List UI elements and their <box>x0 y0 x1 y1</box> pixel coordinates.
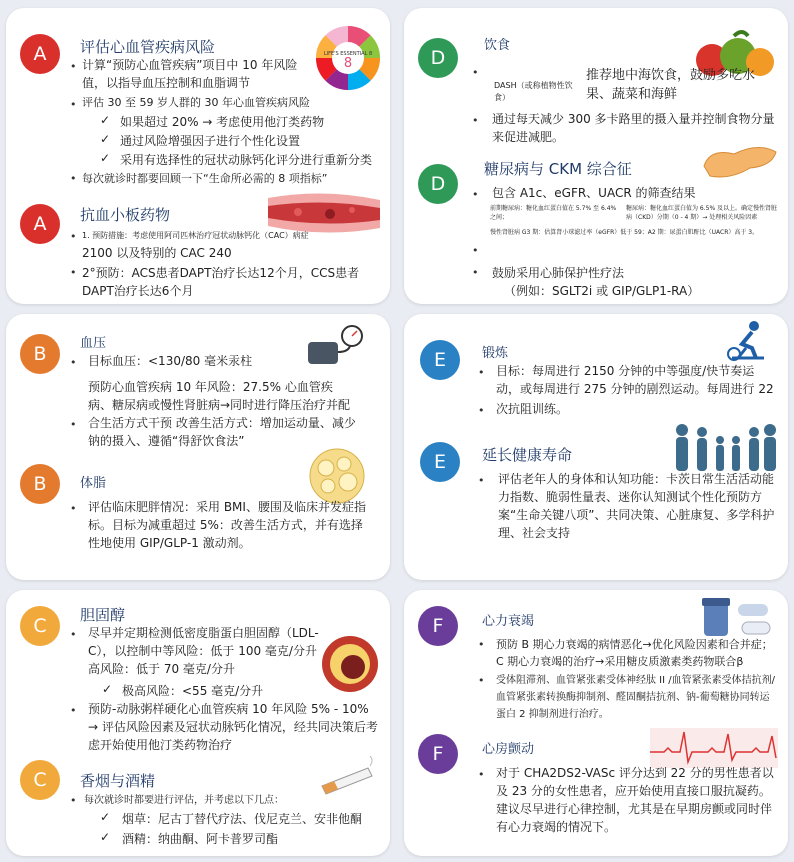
heart-failure-bullet-1: 预防 B 期心力衰竭的病情恶化→优化风险因素和合并症；C 期心力衰竭的治疗→采用糖皮质激素类药物联合β <box>496 638 773 668</box>
pancreas-icon <box>700 136 780 186</box>
diabetes-subtext-1b: 糖尿病：糖化血红蛋白值为 6.5% 及以上。确定慢性肾脏病（CKD）分期（0 - 4 期）→ 处理相关风险因素 <box>626 205 778 221</box>
title-body-fat: 体脂 <box>80 476 107 491</box>
bullet-icon: • <box>478 474 485 487</box>
title-heart-failure: 心力衰竭 <box>482 614 535 629</box>
badge-f-afib: F <box>418 734 458 774</box>
title-risk-assessment: 评估心血管疾病风险 <box>80 38 216 56</box>
risk-check-2: 通过风险增强因子进行个性化设置 <box>120 134 301 148</box>
title-diet: 饮食 <box>484 38 511 53</box>
bullet-icon: • <box>472 114 479 127</box>
badge-d-diabetes: D <box>418 164 458 204</box>
diet-bullet-1-big: 推荐地中海饮食，鼓励多吃水果、蔬菜和海鲜 <box>586 68 756 102</box>
bullet-icon: • <box>478 674 485 687</box>
bullet-icon: • <box>70 502 77 515</box>
card-e <box>404 314 788 580</box>
bullet-icon: • <box>70 628 77 641</box>
lifes-essential-8-wheel-icon <box>314 24 382 92</box>
risk-bullet-3: 每次就诊时都要回顾一下“生命所必需的 8 项指标” <box>82 172 328 185</box>
badge-e-healthspan: E <box>420 442 460 482</box>
title-healthspan: 延长健康寿命 <box>482 446 573 464</box>
card-b <box>6 314 390 580</box>
svg-text:8: 8 <box>343 56 353 71</box>
checkmark-icon: ✓ <box>100 151 111 165</box>
bullet-icon: • <box>472 188 479 201</box>
bullet-icon: • <box>472 266 479 279</box>
diabetes-bullet-1: 包含 A1c、eGFR、UACR 的筛查结果 <box>492 186 696 200</box>
smoking-bullet-1: 每次就诊时都要进行评估，并考虑以下几点： <box>84 795 284 806</box>
cholesterol-bullet-1: 尽早并定期检测低密度脂蛋白胆固醇（LDL-C），以控制中等风险：低于 100 毫克/分升 高风险：低于 70 毫克/分升 <box>88 626 319 676</box>
bullet-icon: • <box>478 404 485 417</box>
badge-e-exercise: E <box>420 340 460 380</box>
risk-check-1: 如果超过 20% → 考虑使用他汀类药物 <box>120 115 325 129</box>
card-d <box>404 8 788 304</box>
antiplatelet-bullet-2: 2°预防：ACS患者DAPT治疗长达12个月，CCS患者DAPT治疗长达6个月 <box>82 266 360 298</box>
card-c <box>6 590 390 856</box>
smoking-check-2: 酒精：纳曲酮、阿卡普罗司酯 <box>122 832 279 846</box>
risk-check-3: 采用有选择性的冠状动脉钙化评分进行重新分类 <box>120 153 373 167</box>
risk-bullet-2: 评估 30 至 59 岁人群的 30 年心血管疾病风险 <box>82 96 310 109</box>
risk-bullet-1: 计算“预防心血管疾病”项目中 10 年风险值，以指导血压控制和血脂调节 <box>82 58 298 90</box>
fat-cells-icon <box>302 448 372 504</box>
artery-plaque-icon <box>320 634 380 694</box>
title-exercise: 锻炼 <box>482 346 509 361</box>
bullet-icon: • <box>478 638 485 651</box>
antiplatelet-bullet-1-small: 1. 预防措施：考虑使用阿司匹林治疗冠状动脉钙化（CAC）病症 <box>82 231 309 240</box>
bullet-icon: • <box>478 768 485 781</box>
badge-d-diet: D <box>418 38 458 78</box>
diabetes-bullet-2b: （例如：SGLT2i 或 GIP/GLP1-RA） <box>504 284 700 298</box>
title-smoking-alcohol: 香烟与酒精 <box>80 772 156 790</box>
bullet-icon: • <box>70 266 77 279</box>
bullet-icon: • <box>70 172 77 185</box>
checkmark-icon: ✓ <box>100 132 111 146</box>
diabetes-subtext-1a: 前期糖尿病：糖化血红蛋白值在 5.7% 至 6.4% 之间； <box>490 205 617 221</box>
title-diabetes-ckm: 糖尿病与 CKM 综合征 <box>484 160 632 178</box>
diabetes-bullet-2: 鼓励采用心肺保护性疗法 <box>492 266 625 280</box>
bullet-icon: • <box>478 366 485 379</box>
badge-f-heart-failure: F <box>418 606 458 646</box>
badge-c-cholesterol: C <box>20 606 60 646</box>
checkmark-icon: ✓ <box>100 810 111 824</box>
bullet-icon: • <box>70 418 77 431</box>
heart-failure-bullet-2: 受体阻滞剂、血管紧张素受体神经肽 II /血管紧张素受体拮抗剂/血管紧张素转换酶抑制剂、醛固酮拮抗剂、钠-葡萄糖协同转运蛋白 2 抑制剂进行治疗。 <box>496 675 775 720</box>
healthspan-bullet-1: 评估老年人的身体和认知功能：卡茨日常生活活动能力指数、脆弱性量表、迷你认知测试个性化预防方案“生命关键八项”、共同决策、心脏康复、多学科护理、社会支持 <box>498 472 775 540</box>
card-f <box>404 590 788 856</box>
bp-bullet-1: 目标血压：<130/80 毫米汞柱 <box>88 354 253 368</box>
cholesterol-bullet-2: 预防-动脉粥样硬化心血管疾病 10 年风险 5% - 10% → 评估风险因素及冠状动脉钙化情况，经共同决策后考虑开始使用他汀类药物治疗 <box>88 702 378 752</box>
bullet-icon: • <box>70 230 77 243</box>
diet-bullet-1-small: DASH（或称植物性饮食） <box>494 81 573 102</box>
bp-bullet-2: 预防心血管疾病 10 年风险：27.5% 心血管疾病、糖尿病或慢性肾脏病→同时进行降压治疗并配合生活方式干预 改善生活方式：增加运动量、减少钠的摄入、遵循“得舒饮食法” <box>88 380 356 448</box>
bullet-icon: • <box>70 98 77 111</box>
checkmark-icon: ✓ <box>100 830 111 844</box>
pills-icon <box>698 596 776 640</box>
title-blood-pressure: 血压 <box>80 336 107 351</box>
exercise-bullet-1: 目标：每周进行 2150 分钟的中等强度/快节奏运动，或每周进行 275 分钟的剧烈运动。每周进行 22 <box>496 364 774 396</box>
badge-a-risk: A <box>20 34 60 74</box>
badge-b-bodyfat: B <box>20 464 60 504</box>
badge-c-smoking: C <box>20 760 60 800</box>
badge-a-antiplatelet: A <box>20 204 60 244</box>
cycling-icon <box>722 320 772 364</box>
bullet-icon: • <box>70 60 77 73</box>
card-a <box>6 8 390 304</box>
bullet-icon: • <box>472 244 479 257</box>
checkmark-icon: ✓ <box>100 113 111 127</box>
diabetes-subtext-2: 慢性肾脏病 G3 期：估算肾小球滤过率（eGFR）低于 59；A2 期：尿蛋白肌酐比（UACR）高于 3。 <box>490 229 759 236</box>
bullet-icon: • <box>70 704 77 717</box>
antiplatelet-bullet-1-big: 2100 以及特别的 CAC 240 <box>82 246 232 260</box>
ecg-waveform-icon <box>650 728 778 768</box>
bodyfat-bullet-1: 评估临床肥胖情况：采用 BMI、腰围及临床并发症指标。目标为减重超过 5%：改善生活方式，并有选择性地使用 GIP/GLP-1 激动剂。 <box>88 500 366 550</box>
bullet-icon: • <box>472 66 479 79</box>
exercise-bullet-2: 次抗阻训练。 <box>496 402 569 416</box>
bullet-icon: • <box>70 356 77 369</box>
title-cholesterol: 胆固醇 <box>80 606 126 624</box>
title-atrial-fibrillation: 心房颤动 <box>482 742 535 757</box>
afib-bullet-1: 对于 CHA2DS2-VASc 评分达到 22 分的男性患者以及 23 分的女性患者，应开始使用直接口服抗凝药。建议尽早进行心律控制，尤其是在早期房颤或同时伴有心力衰竭的情况下。 <box>496 766 774 834</box>
smoking-check-1: 烟草：尼古丁替代疗法、伐尼克兰、安非他酮 <box>122 812 363 826</box>
blood-pressure-monitor-icon <box>302 322 366 368</box>
wheel-caption: LIFE'S ESSENTIAL 8 <box>323 51 373 57</box>
badge-b-bp: B <box>20 334 60 374</box>
bullet-icon: • <box>70 794 77 807</box>
cholesterol-check-1: 极高风险：<55 毫克/分升 <box>122 684 264 698</box>
diet-bullet-2: 通过每天减少 300 多卡路里的摄入量并控制食物分量来促进减肥。 <box>492 112 775 144</box>
family-people-icon <box>670 422 780 472</box>
title-antiplatelet: 抗血小板药物 <box>80 206 171 224</box>
checkmark-icon: ✓ <box>102 682 113 696</box>
